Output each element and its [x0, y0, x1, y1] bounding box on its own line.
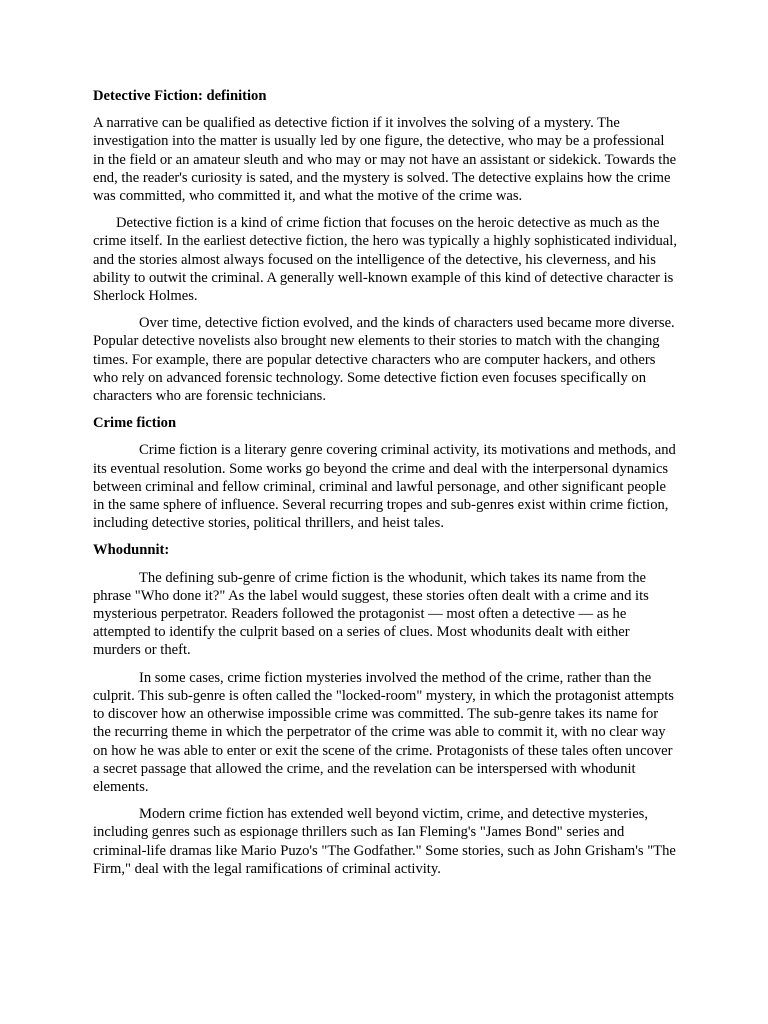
paragraph-whodunit: The defining sub-genre of crime fiction is the whodunit, which takes its name from the phrase "Who done it?" As the label would suggest, these stories often dealt with a crime and its mysterious perpetrator. Readers followed the protagonist — most often a detective — as he attempted to identify the culprit based on a series of clues. Most whodunits dealt with either murders or theft. [93, 569, 649, 659]
document-page [93, 87, 678, 887]
section-heading-detective-fiction: Detective Fiction: definition [93, 88, 267, 104]
paragraph-evolution: Over time, detective fiction evolved, and the kinds of characters used became more diverse. Popular detective novelists also brought new elements to their stories to match with the changing times. For example, there are popular detective characters who are computer hackers, and others who rely on advanced forensic technology. Some detective fiction even focuses specifically on characters who are forensic technicians. [93, 315, 675, 405]
section-heading-whodunnit: Whodunnit: [93, 542, 170, 559]
paragraph-locked-room: In some cases, crime fiction mysteries involved the method of the crime, rather than the culprit. This sub-genre is often called the "locked-room" mystery, in which the protagonist attempts to discover how an otherwise impossible crime was committed. The sub-genre takes its name for the recurring theme in which the perpetrator of the crime was able to commit it, with no clear way on how he was able to enter or exit the scene of the crime. Protagonists of these tales often uncover a secret passage that allowed the crime, and the revelation can be interspersed with whodunit elements. [93, 669, 674, 795]
paragraph-crime-fiction: Crime fiction is a literary genre covering criminal activity, its motivations and methods, and its eventual resolution. Some works go beyond the crime and deal with the interpersonal dynamics between criminal and fellow criminal, criminal and lawful personage, and other significant people in the same sphere of influence. Several recurring tropes and sub-genres exist within crime fiction, including detective stories, political thrillers, and heist tales. [93, 442, 676, 532]
section-heading-crime-fiction: Crime fiction [93, 415, 177, 432]
paragraph-heroic-detective: Detective fiction is a kind of crime fiction that focuses on the heroic detective as much as the crime itself. In the earliest detective fiction, the hero was typically a highly sophisticated individual, and the stories almost always focused on the intelligence of the detective, his cleverness, and his ability to outwit the criminal. A generally well-known example of this kind of detective character is Sherlock Holmes. [93, 215, 677, 305]
paragraph-definition: A narrative can be qualified as detective fiction if it involves the solving of a mystery. The investigation into the matter is usually led by one figure, the detective, who may be a professional in the field or an amateur sleuth and who may or may not have an assistant or sidekick. Towards the end, the reader's curiosity is sated, and the mystery is solved. The detective explains how the crime was committed, who committed it, and what the motive of the crime was. [93, 115, 677, 205]
paragraph-modern-crime-fiction: Modern crime fiction has extended well beyond victim, crime, and detective mysteries, including genres such as espionage thrillers such as Ian Fleming's "James Bond" series and criminal-life dramas like Mario Puzo's "The Godfather." Some stories, such as John Grisham's "The Firm," deal with the legal ramifications of criminal activity. [93, 806, 676, 877]
